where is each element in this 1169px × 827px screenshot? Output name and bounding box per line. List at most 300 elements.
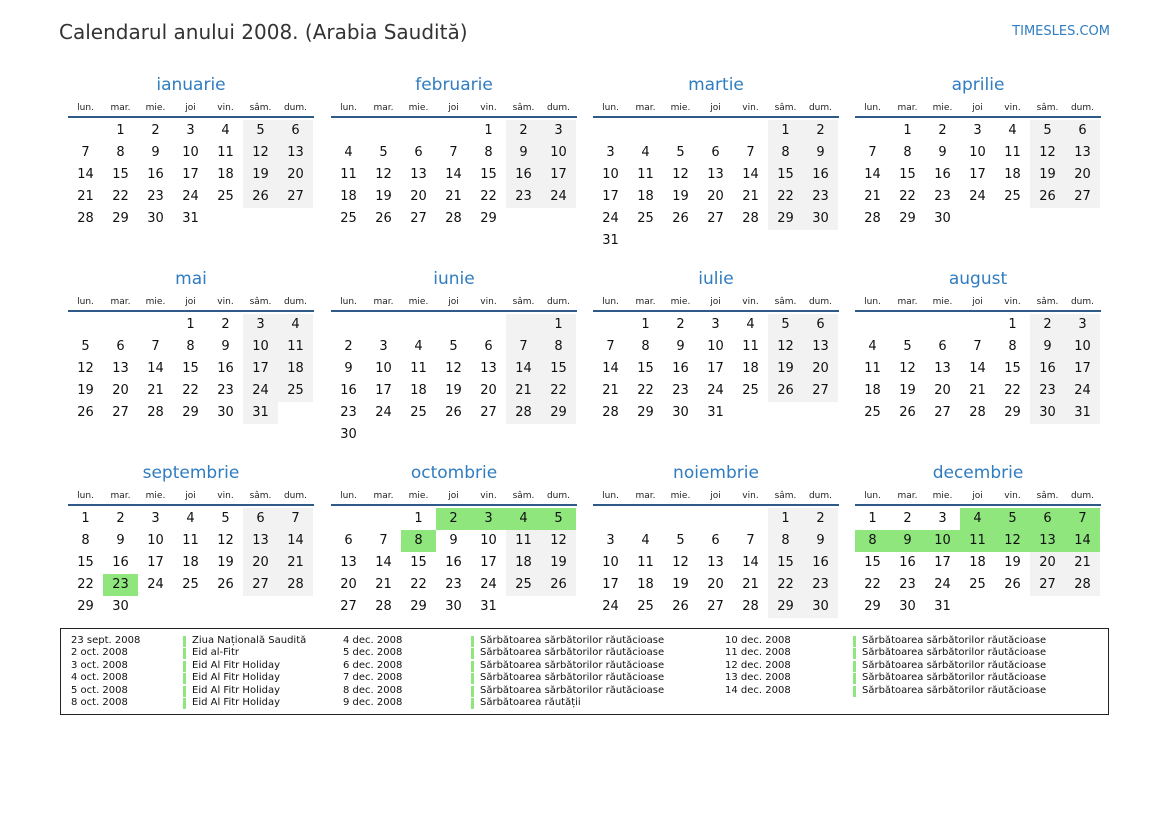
day-cell[interactable]: 5 xyxy=(995,508,1030,530)
day-cell[interactable]: 12 xyxy=(995,530,1030,552)
day-cell[interactable]: 4 xyxy=(868,339,877,354)
day-cell[interactable]: 24 xyxy=(147,577,164,592)
day-cell[interactable]: 1 xyxy=(641,317,650,332)
day-cell[interactable]: 18 xyxy=(278,358,313,380)
day-cell[interactable]: 7 xyxy=(973,339,982,354)
day-cell[interactable]: 5 xyxy=(81,339,90,354)
day-cell[interactable]: 27 xyxy=(934,405,951,420)
day-cell[interactable]: 7 xyxy=(606,339,615,354)
day-cell[interactable]: 21 xyxy=(1065,552,1100,574)
day-cell[interactable]: 31 xyxy=(182,211,199,226)
day-cell[interactable]: 16 xyxy=(506,164,541,186)
day-cell[interactable]: 17 xyxy=(707,361,724,376)
day-cell[interactable]: 6 xyxy=(938,339,947,354)
day-cell[interactable]: 4 xyxy=(344,145,353,160)
day-cell[interactable]: 9 xyxy=(803,530,838,552)
day-cell[interactable]: 27 xyxy=(410,211,427,226)
day-cell[interactable]: 20 xyxy=(112,383,129,398)
day-cell[interactable]: 22 xyxy=(768,574,803,596)
day-cell[interactable]: 21 xyxy=(864,189,881,204)
day-cell[interactable]: 8 xyxy=(903,145,912,160)
day-cell[interactable]: 23 xyxy=(217,383,234,398)
day-cell[interactable]: 9 xyxy=(1030,336,1065,358)
day-cell[interactable]: 9 xyxy=(344,361,353,376)
day-cell[interactable]: 29 xyxy=(541,402,576,424)
day-cell[interactable]: 3 xyxy=(973,123,982,138)
day-cell[interactable]: 26 xyxy=(1030,186,1065,208)
day-cell[interactable]: 23 xyxy=(340,405,357,420)
day-cell[interactable]: 6 xyxy=(1065,120,1100,142)
day-cell[interactable]: 16 xyxy=(934,167,951,182)
day-cell[interactable]: 11 xyxy=(1004,145,1021,160)
day-cell[interactable]: 6 xyxy=(711,145,720,160)
day-cell[interactable]: 24 xyxy=(602,211,619,226)
day-cell[interactable]: 24 xyxy=(375,405,392,420)
day-cell[interactable]: 11 xyxy=(637,167,654,182)
day-cell[interactable]: 24 xyxy=(707,383,724,398)
day-cell[interactable]: 21 xyxy=(742,189,759,204)
day-cell[interactable]: 29 xyxy=(182,405,199,420)
day-cell[interactable]: 15 xyxy=(182,361,199,376)
day-cell[interactable]: 29 xyxy=(410,599,427,614)
day-cell[interactable]: 16 xyxy=(147,167,164,182)
day-cell[interactable]: 8 xyxy=(541,336,576,358)
day-cell[interactable]: 19 xyxy=(1030,164,1065,186)
day-cell[interactable]: 15 xyxy=(899,167,916,182)
day-cell[interactable]: 1 xyxy=(768,508,803,530)
day-cell[interactable]: 15 xyxy=(112,167,129,182)
day-cell[interactable]: 14 xyxy=(278,530,313,552)
day-cell[interactable]: 14 xyxy=(742,555,759,570)
day-cell[interactable]: 9 xyxy=(151,145,160,160)
day-cell[interactable]: 8 xyxy=(116,145,125,160)
day-cell[interactable]: 4 xyxy=(1008,123,1017,138)
day-cell[interactable]: 21 xyxy=(278,552,313,574)
day-cell[interactable]: 12 xyxy=(243,142,278,164)
day-cell[interactable]: 15 xyxy=(541,358,576,380)
day-cell[interactable]: 28 xyxy=(445,211,462,226)
day-cell[interactable]: 11 xyxy=(278,336,313,358)
day-cell[interactable]: 26 xyxy=(375,211,392,226)
day-cell[interactable]: 27 xyxy=(707,599,724,614)
day-cell[interactable]: 19 xyxy=(77,383,94,398)
day-cell[interactable]: 13 xyxy=(1030,530,1065,552)
day-cell[interactable]: 19 xyxy=(672,189,689,204)
day-cell[interactable]: 17 xyxy=(541,164,576,186)
day-cell[interactable]: 28 xyxy=(742,599,759,614)
day-cell[interactable]: 18 xyxy=(340,189,357,204)
day-cell[interactable]: 10 xyxy=(182,145,199,160)
day-cell[interactable]: 19 xyxy=(445,383,462,398)
day-cell[interactable]: 21 xyxy=(445,189,462,204)
day-cell[interactable]: 30 xyxy=(445,599,462,614)
day-cell[interactable]: 18 xyxy=(864,383,881,398)
day-cell[interactable]: 21 xyxy=(506,380,541,402)
day-cell[interactable]: 2 xyxy=(506,120,541,142)
day-cell[interactable]: 13 xyxy=(112,361,129,376)
day-cell[interactable]: 23 xyxy=(506,186,541,208)
day-cell[interactable]: 10 xyxy=(602,555,619,570)
day-cell[interactable]: 10 xyxy=(602,167,619,182)
day-cell[interactable]: 8 xyxy=(484,145,493,160)
day-cell[interactable]: 20 xyxy=(707,189,724,204)
day-cell[interactable]: 10 xyxy=(480,533,497,548)
day-cell[interactable]: 2 xyxy=(436,508,471,530)
day-cell[interactable]: 10 xyxy=(375,361,392,376)
day-cell[interactable]: 28 xyxy=(864,211,881,226)
day-cell[interactable]: 12 xyxy=(672,167,689,182)
day-cell[interactable]: 3 xyxy=(243,314,278,336)
day-cell[interactable]: 4 xyxy=(746,317,755,332)
day-cell[interactable]: 23 xyxy=(934,189,951,204)
day-cell[interactable]: 19 xyxy=(1004,555,1021,570)
day-cell[interactable]: 28 xyxy=(602,405,619,420)
day-cell[interactable]: 25 xyxy=(410,405,427,420)
day-cell[interactable]: 30 xyxy=(803,596,838,618)
day-cell[interactable]: 16 xyxy=(217,361,234,376)
day-cell[interactable]: 9 xyxy=(676,339,685,354)
day-cell[interactable]: 9 xyxy=(506,142,541,164)
day-cell[interactable]: 7 xyxy=(151,339,160,354)
day-cell[interactable]: 8 xyxy=(855,530,890,552)
day-cell[interactable]: 6 xyxy=(414,145,423,160)
day-cell[interactable]: 3 xyxy=(186,123,195,138)
day-cell[interactable]: 9 xyxy=(890,530,925,552)
day-cell[interactable]: 30 xyxy=(112,599,129,614)
day-cell[interactable]: 26 xyxy=(217,577,234,592)
day-cell[interactable]: 4 xyxy=(506,508,541,530)
day-cell[interactable]: 13 xyxy=(934,361,951,376)
day-cell[interactable]: 1 xyxy=(768,120,803,142)
day-cell[interactable]: 1 xyxy=(81,511,90,526)
day-cell[interactable]: 1 xyxy=(484,123,493,138)
day-cell[interactable]: 15 xyxy=(77,555,94,570)
day-cell[interactable]: 18 xyxy=(410,383,427,398)
day-cell[interactable]: 21 xyxy=(969,383,986,398)
day-cell[interactable]: 28 xyxy=(742,211,759,226)
day-cell[interactable]: 23 xyxy=(1030,380,1065,402)
day-cell[interactable]: 10 xyxy=(243,336,278,358)
day-cell[interactable]: 27 xyxy=(243,574,278,596)
day-cell[interactable]: 15 xyxy=(768,552,803,574)
day-cell[interactable]: 21 xyxy=(77,189,94,204)
day-cell[interactable]: 20 xyxy=(410,189,427,204)
day-cell[interactable]: 20 xyxy=(480,383,497,398)
day-cell[interactable]: 1 xyxy=(116,123,125,138)
day-cell[interactable]: 17 xyxy=(480,555,497,570)
day-cell[interactable]: 14 xyxy=(969,361,986,376)
day-cell[interactable]: 7 xyxy=(746,533,755,548)
day-cell[interactable]: 24 xyxy=(243,380,278,402)
day-cell[interactable]: 15 xyxy=(410,555,427,570)
day-cell[interactable]: 6 xyxy=(243,508,278,530)
day-cell[interactable]: 15 xyxy=(768,164,803,186)
day-cell[interactable]: 28 xyxy=(375,599,392,614)
day-cell[interactable]: 18 xyxy=(506,552,541,574)
day-cell[interactable]: 12 xyxy=(445,361,462,376)
day-cell[interactable]: 24 xyxy=(480,577,497,592)
day-cell[interactable]: 22 xyxy=(768,186,803,208)
day-cell[interactable]: 19 xyxy=(672,577,689,592)
day-cell[interactable]: 13 xyxy=(278,142,313,164)
day-cell[interactable]: 29 xyxy=(864,599,881,614)
day-cell[interactable]: 19 xyxy=(217,555,234,570)
day-cell[interactable]: 26 xyxy=(541,574,576,596)
day-cell[interactable]: 23 xyxy=(445,577,462,592)
day-cell[interactable]: 12 xyxy=(768,336,803,358)
day-cell[interactable]: 21 xyxy=(742,577,759,592)
day-cell[interactable]: 22 xyxy=(864,577,881,592)
day-cell[interactable]: 11 xyxy=(506,530,541,552)
day-cell[interactable]: 30 xyxy=(672,405,689,420)
day-cell[interactable]: 27 xyxy=(1065,186,1100,208)
day-cell[interactable]: 17 xyxy=(1065,358,1100,380)
day-cell[interactable]: 28 xyxy=(147,405,164,420)
day-cell[interactable]: 1 xyxy=(1008,317,1017,332)
day-cell[interactable]: 2 xyxy=(676,317,685,332)
day-cell[interactable]: 13 xyxy=(410,167,427,182)
day-cell[interactable]: 2 xyxy=(803,508,838,530)
day-cell[interactable]: 14 xyxy=(445,167,462,182)
day-cell[interactable]: 8 xyxy=(641,339,650,354)
day-cell[interactable]: 7 xyxy=(449,145,458,160)
day-cell[interactable]: 16 xyxy=(672,361,689,376)
day-cell[interactable]: 26 xyxy=(899,405,916,420)
day-cell[interactable]: 10 xyxy=(541,142,576,164)
day-cell[interactable]: 19 xyxy=(899,383,916,398)
day-cell[interactable]: 30 xyxy=(217,405,234,420)
day-cell[interactable]: 23 xyxy=(147,189,164,204)
day-cell[interactable]: 5 xyxy=(903,339,912,354)
day-cell[interactable]: 29 xyxy=(112,211,129,226)
day-cell[interactable]: 8 xyxy=(1008,339,1017,354)
day-cell[interactable]: 6 xyxy=(484,339,493,354)
day-cell[interactable]: 29 xyxy=(768,208,803,230)
day-cell[interactable]: 19 xyxy=(375,189,392,204)
day-cell[interactable]: 21 xyxy=(375,577,392,592)
day-cell[interactable]: 9 xyxy=(221,339,230,354)
day-cell[interactable]: 9 xyxy=(116,533,125,548)
day-cell[interactable]: 20 xyxy=(1030,552,1065,574)
day-cell[interactable]: 5 xyxy=(1030,120,1065,142)
day-cell[interactable]: 8 xyxy=(186,339,195,354)
day-cell[interactable]: 17 xyxy=(602,577,619,592)
day-cell[interactable]: 4 xyxy=(641,145,650,160)
day-cell[interactable]: 2 xyxy=(151,123,160,138)
day-cell[interactable]: 25 xyxy=(182,577,199,592)
day-cell[interactable]: 4 xyxy=(641,533,650,548)
day-cell[interactable]: 18 xyxy=(969,555,986,570)
day-cell[interactable]: 12 xyxy=(541,530,576,552)
day-cell[interactable]: 1 xyxy=(903,123,912,138)
day-cell[interactable]: 13 xyxy=(707,555,724,570)
day-cell[interactable]: 18 xyxy=(637,189,654,204)
day-cell[interactable]: 22 xyxy=(1004,383,1021,398)
day-cell[interactable]: 26 xyxy=(672,599,689,614)
day-cell[interactable]: 14 xyxy=(147,361,164,376)
day-cell[interactable]: 16 xyxy=(112,555,129,570)
day-cell[interactable]: 25 xyxy=(742,383,759,398)
day-cell[interactable]: 11 xyxy=(182,533,199,548)
day-cell[interactable]: 30 xyxy=(147,211,164,226)
day-cell[interactable]: 15 xyxy=(864,555,881,570)
day-cell[interactable]: 23 xyxy=(672,383,689,398)
day-cell[interactable]: 17 xyxy=(147,555,164,570)
day-cell[interactable]: 25 xyxy=(637,211,654,226)
day-cell[interactable]: 14 xyxy=(1065,530,1100,552)
day-cell[interactable]: 10 xyxy=(707,339,724,354)
day-cell[interactable]: 29 xyxy=(77,599,94,614)
day-cell[interactable]: 13 xyxy=(340,555,357,570)
day-cell[interactable]: 2 xyxy=(903,511,912,526)
day-cell[interactable]: 8 xyxy=(768,530,803,552)
day-cell[interactable]: 25 xyxy=(969,577,986,592)
day-cell[interactable]: 14 xyxy=(742,167,759,182)
day-cell[interactable]: 12 xyxy=(899,361,916,376)
day-cell[interactable]: 4 xyxy=(221,123,230,138)
day-cell[interactable]: 22 xyxy=(112,189,129,204)
day-cell[interactable]: 19 xyxy=(243,164,278,186)
day-cell[interactable]: 14 xyxy=(77,167,94,182)
day-cell[interactable]: 14 xyxy=(864,167,881,182)
day-cell[interactable]: 9 xyxy=(803,142,838,164)
day-cell[interactable]: 28 xyxy=(969,405,986,420)
day-cell[interactable]: 21 xyxy=(147,383,164,398)
day-cell[interactable]: 25 xyxy=(637,599,654,614)
day-cell[interactable]: 11 xyxy=(340,167,357,182)
day-cell[interactable]: 3 xyxy=(151,511,160,526)
day-cell[interactable]: 30 xyxy=(934,211,951,226)
day-cell[interactable]: 4 xyxy=(278,314,313,336)
day-cell[interactable]: 22 xyxy=(410,577,427,592)
day-cell[interactable]: 29 xyxy=(899,211,916,226)
day-cell[interactable]: 7 xyxy=(746,145,755,160)
day-cell[interactable]: 26 xyxy=(768,380,803,402)
day-cell[interactable]: 27 xyxy=(707,211,724,226)
day-cell[interactable]: 11 xyxy=(742,339,759,354)
day-cell[interactable]: 17 xyxy=(375,383,392,398)
day-cell[interactable]: 26 xyxy=(445,405,462,420)
day-cell[interactable]: 27 xyxy=(1030,574,1065,596)
day-cell[interactable]: 3 xyxy=(606,533,615,548)
day-cell[interactable]: 5 xyxy=(676,145,685,160)
day-cell[interactable]: 7 xyxy=(278,508,313,530)
day-cell[interactable]: 14 xyxy=(602,361,619,376)
day-cell[interactable]: 6 xyxy=(711,533,720,548)
day-cell[interactable]: 29 xyxy=(480,211,497,226)
day-cell[interactable]: 6 xyxy=(344,533,353,548)
day-cell[interactable]: 9 xyxy=(938,145,947,160)
day-cell[interactable]: 13 xyxy=(707,167,724,182)
day-cell[interactable]: 10 xyxy=(925,530,960,552)
day-cell[interactable]: 5 xyxy=(243,120,278,142)
day-cell[interactable]: 25 xyxy=(217,189,234,204)
day-cell[interactable]: 30 xyxy=(340,427,357,442)
day-cell[interactable]: 5 xyxy=(221,511,230,526)
day-cell[interactable]: 11 xyxy=(410,361,427,376)
day-cell[interactable]: 22 xyxy=(541,380,576,402)
day-cell[interactable]: 17 xyxy=(243,358,278,380)
day-cell[interactable]: 23 xyxy=(803,186,838,208)
day-cell[interactable]: 12 xyxy=(77,361,94,376)
day-cell[interactable]: 7 xyxy=(379,533,388,548)
day-cell[interactable]: 12 xyxy=(217,533,234,548)
day-cell[interactable]: 22 xyxy=(899,189,916,204)
day-cell[interactable]: 26 xyxy=(672,211,689,226)
day-cell[interactable]: 24 xyxy=(1065,380,1100,402)
day-cell[interactable]: 20 xyxy=(934,383,951,398)
day-cell[interactable]: 24 xyxy=(934,577,951,592)
day-cell[interactable]: 17 xyxy=(182,167,199,182)
day-cell[interactable]: 20 xyxy=(243,552,278,574)
day-cell[interactable]: 15 xyxy=(480,167,497,182)
day-cell[interactable]: 27 xyxy=(278,186,313,208)
day-cell[interactable]: 2 xyxy=(221,317,230,332)
day-cell[interactable]: 6 xyxy=(803,314,838,336)
day-cell[interactable]: 25 xyxy=(278,380,313,402)
day-cell[interactable]: 2 xyxy=(344,339,353,354)
day-cell[interactable]: 18 xyxy=(217,167,234,182)
day-cell[interactable]: 19 xyxy=(541,552,576,574)
day-cell[interactable]: 5 xyxy=(449,339,458,354)
day-cell[interactable]: 2 xyxy=(1030,314,1065,336)
day-cell[interactable]: 7 xyxy=(506,336,541,358)
day-cell[interactable]: 20 xyxy=(278,164,313,186)
day-cell[interactable]: 28 xyxy=(506,402,541,424)
day-cell[interactable]: 24 xyxy=(541,186,576,208)
day-cell[interactable]: 6 xyxy=(278,120,313,142)
day-cell[interactable]: 16 xyxy=(803,552,838,574)
day-cell[interactable]: 10 xyxy=(1065,336,1100,358)
day-cell[interactable]: 13 xyxy=(803,336,838,358)
day-cell[interactable]: 11 xyxy=(217,145,234,160)
day-cell[interactable]: 2 xyxy=(938,123,947,138)
day-cell[interactable]: 5 xyxy=(676,533,685,548)
day-cell[interactable]: 30 xyxy=(899,599,916,614)
day-cell[interactable]: 8 xyxy=(768,142,803,164)
day-cell[interactable]: 7 xyxy=(81,145,90,160)
day-cell[interactable]: 14 xyxy=(375,555,392,570)
day-cell[interactable]: 12 xyxy=(375,167,392,182)
day-cell[interactable]: 19 xyxy=(768,358,803,380)
day-cell[interactable]: 24 xyxy=(602,599,619,614)
day-cell[interactable]: 3 xyxy=(541,120,576,142)
day-cell[interactable]: 22 xyxy=(480,189,497,204)
day-cell[interactable]: 1 xyxy=(868,511,877,526)
day-cell[interactable]: 1 xyxy=(541,314,576,336)
day-cell[interactable]: 28 xyxy=(77,211,94,226)
day-cell[interactable]: 3 xyxy=(1065,314,1100,336)
day-cell[interactable]: 27 xyxy=(340,599,357,614)
day-cell[interactable]: 16 xyxy=(340,383,357,398)
day-cell[interactable]: 23 xyxy=(103,574,138,596)
day-cell[interactable]: 9 xyxy=(449,533,458,548)
day-cell[interactable]: 18 xyxy=(637,577,654,592)
day-cell[interactable]: 13 xyxy=(243,530,278,552)
day-cell[interactable]: 1 xyxy=(414,511,423,526)
day-cell[interactable]: 26 xyxy=(243,186,278,208)
day-cell[interactable]: 4 xyxy=(186,511,195,526)
day-cell[interactable]: 15 xyxy=(1004,361,1021,376)
day-cell[interactable]: 13 xyxy=(480,361,497,376)
day-cell[interactable]: 16 xyxy=(445,555,462,570)
day-cell[interactable]: 24 xyxy=(969,189,986,204)
day-cell[interactable]: 5 xyxy=(541,508,576,530)
day-cell[interactable]: 8 xyxy=(81,533,90,548)
day-cell[interactable]: 16 xyxy=(899,555,916,570)
day-cell[interactable]: 18 xyxy=(1004,167,1021,182)
day-cell[interactable]: 31 xyxy=(1065,402,1100,424)
